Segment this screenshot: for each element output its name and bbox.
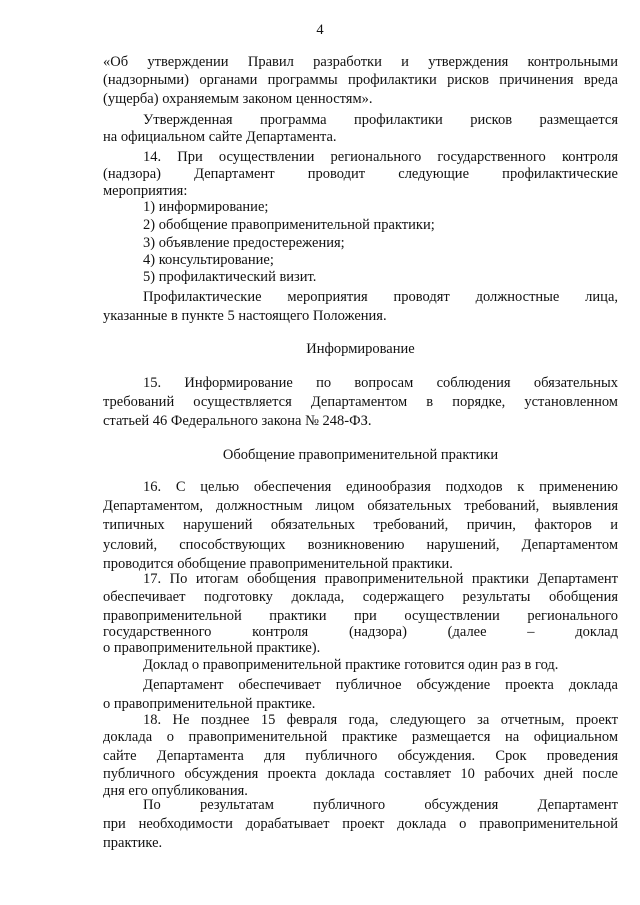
text-line: (надзора) Департамент проводит следующие профилактические: [103, 166, 618, 182]
text-line: «Об утверждении Правил разработки и утверждения контрольными: [103, 54, 618, 70]
list-item: 4) консультирование;: [143, 252, 274, 268]
text-line: о правоприменительной практике.: [103, 696, 316, 712]
section-heading-generalization: Обобщение правоприменительной практики: [222, 447, 499, 463]
text-line: о правоприменительной практике).: [103, 640, 321, 656]
text-line: при необходимости дорабатывает проект доклада о правоприменительной: [103, 816, 618, 832]
text-line: доклада о правоприменительной практике размещается на официальном: [103, 729, 618, 745]
section-heading-informing: Информирование: [306, 341, 415, 357]
text-line: статьей 46 Федерального закона № 248-ФЗ.: [103, 413, 372, 429]
text-line: Доклад о правоприменительной практике готовится один раз в год.: [143, 657, 559, 673]
text-line: По результатам публичного обсуждения Департамент: [143, 797, 618, 813]
text-line: 18. Не позднее 15 февраля года, следующего за отчетным, проект: [143, 712, 618, 728]
text-line: указанные в пункте 5 настоящего Положения.: [103, 308, 387, 324]
page-number: 4: [316, 22, 324, 38]
text-line: (ущерба) охраняемым законом ценностям».: [103, 91, 373, 107]
text-line: Департаментом, должностным лицом обязательных требований, выявления: [103, 498, 618, 514]
text-line: публичного обсуждения проекта доклада составляет 10 рабочих дней после: [103, 766, 618, 782]
text-line: обеспечивает подготовку доклада, содержащего результаты обобщения: [103, 589, 618, 605]
text-line: государственного контроля (надзора) (далее – доклад: [103, 624, 618, 640]
text-line: Профилактические мероприятия проводят должностные лица,: [143, 289, 618, 305]
text-line: правоприменительной практики при осуществлении регионального: [103, 608, 618, 624]
text-line: практике.: [103, 835, 163, 851]
text-line: Утвержденная программа профилактики рисков размещается: [143, 112, 618, 128]
text-line: 16. С целью обеспечения единообразия подходов к применению: [143, 479, 618, 495]
text-line: 14. При осуществлении регионального государственного контроля: [143, 149, 618, 165]
list-item: 2) обобщение правоприменительной практики;: [143, 217, 435, 233]
text-line: дня его опубликования.: [103, 783, 248, 799]
text-line: 17. По итогам обобщения правоприменительной практики Департамент: [143, 571, 618, 587]
list-item: 1) информирование;: [143, 199, 269, 215]
text-line: условий, способствующих возникновению нарушений, Департаментом: [103, 537, 618, 553]
text-line: (надзорными) органами программы профилактики рисков причинения вреда: [103, 72, 618, 88]
text-line: на официальном сайте Департамента.: [103, 129, 337, 145]
text-line: сайте Департамента для публичного обсуждения. Срок проведения: [103, 748, 618, 764]
text-line: мероприятия:: [103, 183, 188, 199]
text-line: проводится обобщение правоприменительной практики.: [103, 556, 453, 572]
text-line: Департамент обеспечивает публичное обсуждение проекта доклада: [143, 677, 618, 693]
text-line: требований осуществляется Департаментом в порядке, установленном: [103, 394, 618, 410]
list-item: 5) профилактический визит.: [143, 269, 317, 285]
list-item: 3) объявление предостережения;: [143, 235, 345, 251]
text-line: 15. Информирование по вопросам соблюдения обязательных: [143, 375, 618, 391]
text-line: типичных нарушений обязательных требований, причин, факторов и: [103, 517, 618, 533]
